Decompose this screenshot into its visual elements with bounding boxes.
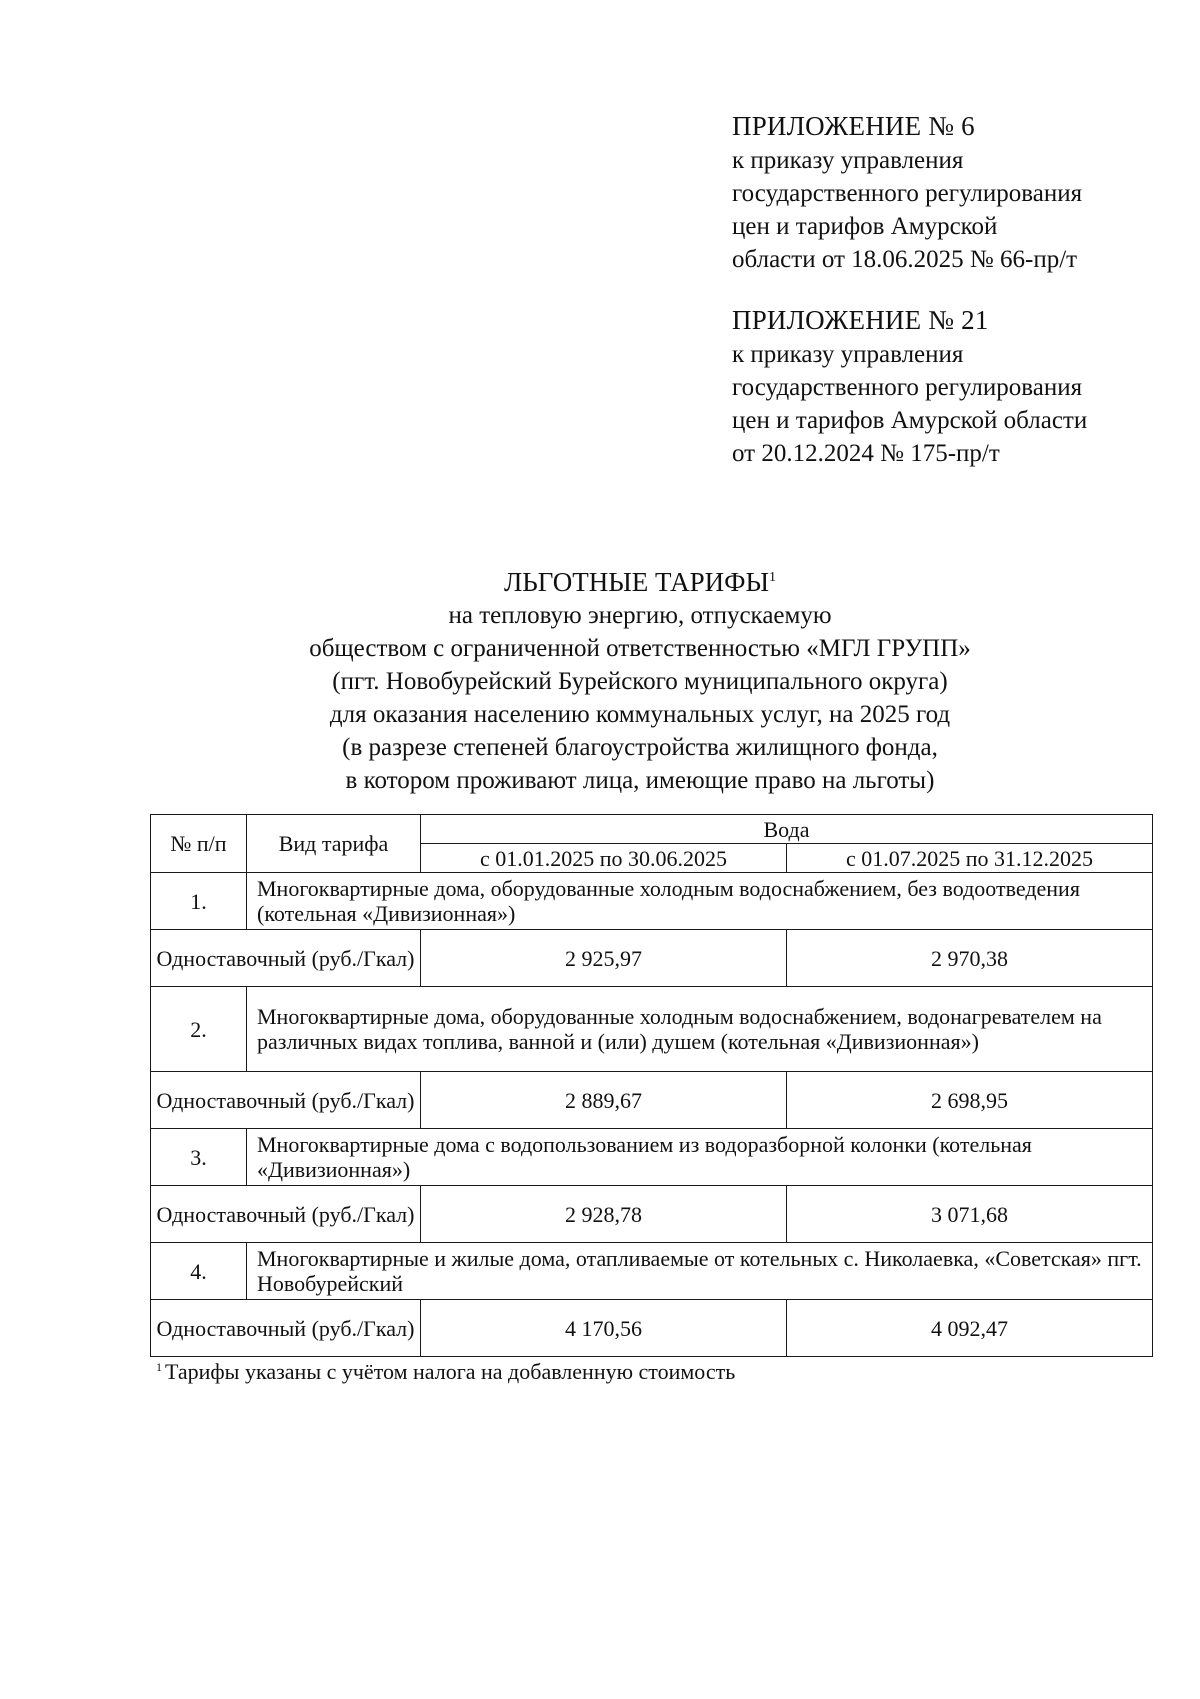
footnote-mark: 1 <box>156 1359 162 1374</box>
tariff-kind-cell: Одноставочный (руб./Гкал) <box>151 1072 421 1129</box>
table-row <box>151 987 1153 1072</box>
group-description: Многоквартирные и жилые дома, отапливаемые от котельных с. Николаевка, «Советская» пгт. Новобурейский <box>247 1243 1153 1300</box>
tariff-value-period-1: 2 889,67 <box>421 1072 787 1129</box>
header-tariff-kind: Вид тарифа <box>247 815 421 873</box>
appendix-21-line: к приказу управления <box>732 341 964 368</box>
table-row <box>151 930 1153 987</box>
appendix-21-title: ПРИЛОЖЕНИЕ № 21 <box>732 305 989 335</box>
appendix-21-line: цен и тарифов Амурской области <box>732 407 1088 434</box>
tariff-value-period-2: 2 970,38 <box>787 930 1153 987</box>
header-period-1: с 01.01.2025 по 30.06.2025 <box>421 844 787 873</box>
header-water: Вода <box>421 815 1153 844</box>
tariff-value-period-2: 4 092,47 <box>787 1300 1153 1357</box>
footnote <box>156 1358 735 1386</box>
appendix-6-line: государственного регулирования <box>732 180 1083 207</box>
title-line: на тепловую энергию, отпускаемую <box>448 602 832 629</box>
group-number: 3. <box>151 1129 247 1186</box>
appendix-6-title: ПРИЛОЖЕНИЕ № 6 <box>732 111 975 141</box>
group-number: 1. <box>151 873 247 930</box>
document-title <box>190 565 1090 599</box>
appendix-21-line: государственного регулирования <box>732 374 1083 401</box>
appendix-6-line: цен и тарифов Амурской <box>732 213 998 240</box>
document-title-block <box>190 565 1090 797</box>
tariff-kind-cell: Одноставочный (руб./Гкал) <box>151 1300 421 1357</box>
tariff-value-period-1: 4 170,56 <box>421 1300 787 1357</box>
table-row <box>151 1300 1153 1357</box>
table-row <box>151 1243 1153 1300</box>
title-line: (пгт. Новобурейский Бурейского муниципального округа) <box>332 668 948 695</box>
title-line: (в разрезе степеней благоустройства жилищного фонда, <box>342 734 938 761</box>
appendix-6-line: области от 18.06.2025 № 66-пр/т <box>732 246 1078 273</box>
title-footnote-mark: 1 <box>769 570 777 585</box>
group-number: 2. <box>151 987 247 1072</box>
document-title-text: ЛЬГОТНЫЕ ТАРИФЫ <box>503 567 770 597</box>
tariff-value-period-2: 2 698,95 <box>787 1072 1153 1129</box>
appendix-6-line: к приказу управления <box>732 147 964 174</box>
tariff-value-period-1: 2 925,97 <box>421 930 787 987</box>
table-row <box>151 1186 1153 1243</box>
appendix-21-block <box>732 302 1087 470</box>
table-row <box>151 1129 1153 1186</box>
tariff-table <box>150 814 1153 1357</box>
tariff-value-period-2: 3 071,68 <box>787 1186 1153 1243</box>
group-number: 4. <box>151 1243 247 1300</box>
header-period-2: с 01.07.2025 по 31.12.2025 <box>787 844 1153 873</box>
title-line: обществом с ограниченной ответственностью «МГЛ ГРУПП» <box>309 635 971 662</box>
footnote-text: Тарифы указаны с учётом налога на добавленную стоимость <box>165 1359 736 1384</box>
tariff-kind-cell: Одноставочный (руб./Гкал) <box>151 930 421 987</box>
group-description: Многоквартирные дома, оборудованные холодным водоснабжением, водонагревателем на различных видах топлива, ванной и (или) душем (котельная «Дивизионная») <box>247 987 1153 1072</box>
table-row <box>151 1072 1153 1129</box>
title-line: в котором проживают лица, имеющие право на льготы) <box>345 767 935 794</box>
appendix-6-block <box>732 108 1082 276</box>
header-number: № п/п <box>151 815 247 873</box>
tariff-value-period-1: 2 928,78 <box>421 1186 787 1243</box>
group-description: Многоквартирные дома, оборудованные холодным водоснабжением, без водоотведения (котельная «Дивизионная») <box>247 873 1153 930</box>
title-line: для оказания населению коммунальных услуг, на 2025 год <box>329 701 951 728</box>
table-row <box>151 873 1153 930</box>
tariff-kind-cell: Одноставочный (руб./Гкал) <box>151 1186 421 1243</box>
appendix-21-line: от 20.12.2024 № 175-пр/т <box>732 440 1000 467</box>
group-description: Многоквартирные дома с водопользованием из водоразборной колонки (котельная «Дивизионная») <box>247 1129 1153 1186</box>
